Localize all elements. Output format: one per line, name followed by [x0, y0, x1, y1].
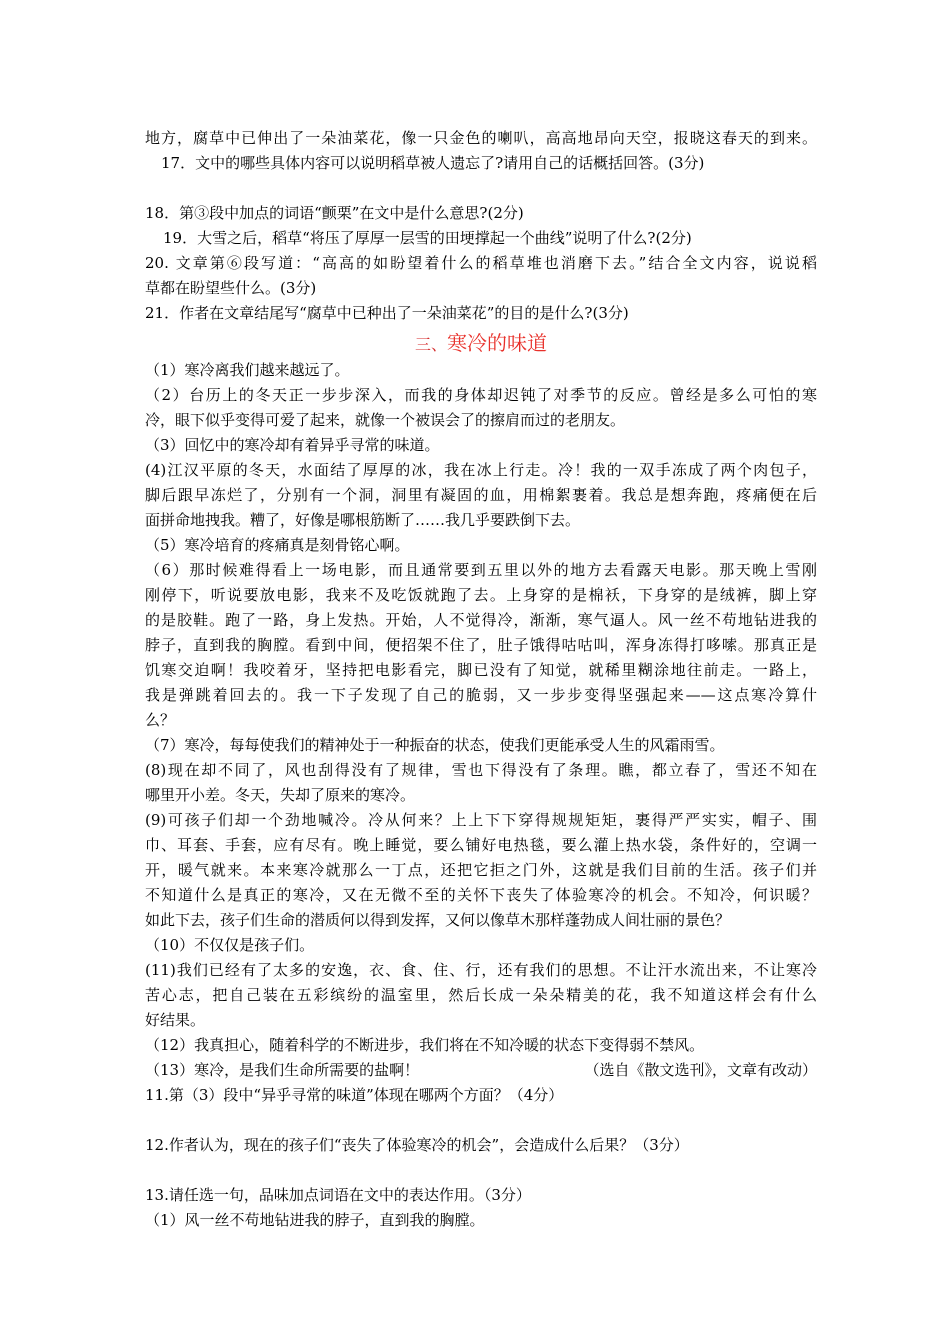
- section-title: [145, 328, 817, 358]
- article-line: 哪里开小差。冬天，失却了原来的寒冷。: [145, 786, 416, 804]
- article-line: 脖子，直到我的胸膛。看到中间，便招架不住了，肚子饿得咕咕叫，浑身冻得打哆嗦。那真正是: [145, 636, 817, 654]
- article-line: （3）回忆中的寒冷却有着异乎寻常的味道。: [145, 436, 440, 454]
- article-line: 冷，眼下似乎变得可爱了起来，就像一个被误会了的擦肩而过的老朋友。: [145, 411, 626, 429]
- article-line: （10）不仅仅是孩子们。: [145, 936, 315, 954]
- article-line: （12）我真担心，随着科学的不断进步，我们将在不知冷暖的状态下变得弱不禁风。: [145, 1036, 705, 1054]
- article-line: (11)我们已经有了太多的安逸，衣、食、住、行，还有我们的思想。不让汗水流出来，不让寒冷: [145, 961, 817, 979]
- article-line: 脚后跟早冻烂了，分别有一个洞，洞里有凝固的血，用棉絮裹着。我总是想奔跑，疼痛便在后: [145, 486, 817, 504]
- article-line: （7）寒冷，每每使我们的精神处于一种振奋的状态，使我们更能承受人生的风霜雨雪。: [145, 736, 725, 754]
- article-line: 开，暖气就来。本来寒冷就那么一丁点，还把它拒之门外，这就是我们目前的生活。孩子们并: [145, 861, 817, 879]
- source-note: （选自《散文选刊》，文章有改动）: [584, 1061, 817, 1079]
- article-line-13: [145, 1058, 817, 1083]
- question-21: 21．作者在文章结尾写“腐草中已种出了一朵油菜花”的目的是什么?(3分): [145, 304, 629, 322]
- question-20-line-2: 草都在盼望些什么。(3分): [145, 279, 317, 297]
- article-line: 饥寒交迫啊！我咬着牙，坚持把电影看完，脚已没有了知觉，就稀里糊涂地往前走。一路上，: [145, 661, 817, 679]
- answer-space: [145, 176, 817, 201]
- article-title: 寒冷的味道: [447, 331, 547, 355]
- article-line: (4)江汉平原的冬天，水面结了厚厚的冰，我在冰上行走。冷！我的一双手冻成了两个肉包子，: [145, 461, 817, 479]
- article-line: (8)现在却不同了，风也刮得没有了规律，雪也下得没有了条理。瞧，都立春了，雪还不知在: [145, 761, 817, 779]
- document-page: [145, 126, 817, 1233]
- article-line: （1）寒冷离我们越来越远了。: [145, 361, 350, 379]
- question-18: 18．第③段中加点的词语“颤栗”在文中是什么意思?(2分): [145, 204, 524, 222]
- article-line: 的是胶鞋。跑了一路，身上发热。开始，人不觉得冷，渐渐，寒气逼人。风一丝不苟地钻进我的: [145, 611, 817, 629]
- question-17: 17．文中的哪些具体内容可以说明稻草被人遗忘了?请用自己的话概括回答。(3分): [161, 154, 705, 172]
- article-line: 面拼命地拽我。糟了，好像是哪根筋断了……我几乎要跌倒下去。: [145, 511, 581, 529]
- article-line: 刚停下，听说要放电影，我来不及吃饭就跑了去。上身穿的是棉袄，下身穿的是绒裤，脚上穿: [145, 586, 817, 604]
- question-13: 13.请任选一句，品味加点词语在文中的表达作用。（3分）: [145, 1186, 531, 1204]
- article-line: (9)可孩子们却一个劲地喊冷。冷从何来？上上下下穿得规规矩矩，裹得严严实实，帽子、围: [145, 811, 817, 829]
- article-line: 不知道什么是真正的寒冷，又在无微不至的关怀下丧失了体验寒冷的机会。不知冷，何识暖？: [145, 886, 817, 904]
- question-11: 11.第（3）段中“异乎寻常的味道”体现在哪两个方面？（4分）: [145, 1086, 564, 1104]
- paragraph-13-text: （13）寒冷，是我们生命所需要的盐啊！: [145, 1061, 420, 1079]
- article-line: 么？: [145, 711, 176, 729]
- question-12: 12.作者认为，现在的孩子们“丧失了体验寒冷的机会”，会造成什么后果？（3分）: [145, 1136, 689, 1154]
- section-number: 三、: [414, 335, 447, 354]
- article-line: （5）寒冷培育的疼痛真是刻骨铭心啊。: [145, 536, 410, 554]
- article-line: （2）台历上的冬天正一步步深入，而我的身体却迟钝了对季节的反应。曾经是多么可怕的寒: [145, 386, 817, 404]
- answer-space: [145, 1158, 817, 1183]
- article-body: [145, 358, 817, 1083]
- continuation-line: 地方，腐草中已伸出了一朵油菜花，像一只金色的喇叭，高高地昂向天空，报晓这春天的到来。: [145, 129, 817, 147]
- article-line: 我是弹跳着回去的。我一下子发现了自己的脆弱，又一步步变得坚强起来——这点寒冷算什: [145, 686, 817, 704]
- question-13-sentence-1: （1）风一丝不苟地钻进我的脖子，直到我的胸膛。: [145, 1211, 485, 1229]
- article-line: 如此下去，孩子们生命的潜质何以得到发挥，又何以像草木那样蓬勃成人间壮丽的景色？: [145, 911, 731, 929]
- question-19: 19．大雪之后，稻草“将压了厚厚一层雪的田埂撑起一个曲线”说明了什么?(2分): [163, 229, 692, 247]
- article-line: （6）那时候难得看上一场电影，而且通常要到五里以外的地方去看露天电影。那天晚上雪刚: [145, 561, 817, 579]
- article-line: 好结果。: [145, 1011, 206, 1029]
- article-line: 巾、耳套、手套，应有尽有。晚上睡觉，要么铺好电热毯，要么灌上热水袋，条件好的，空调一: [145, 836, 817, 854]
- article-line: 苦心志，把自己装在五彩缤纷的温室里，然后长成一朵朵精美的花，我不知道这样会有什么: [145, 986, 817, 1004]
- question-20-line-1: 20. 文章第⑥段写道：“高高的如盼望着什么的稻草堆也消磨下去。”结合全文内容，说说稻: [145, 254, 817, 272]
- answer-space: [145, 1108, 817, 1133]
